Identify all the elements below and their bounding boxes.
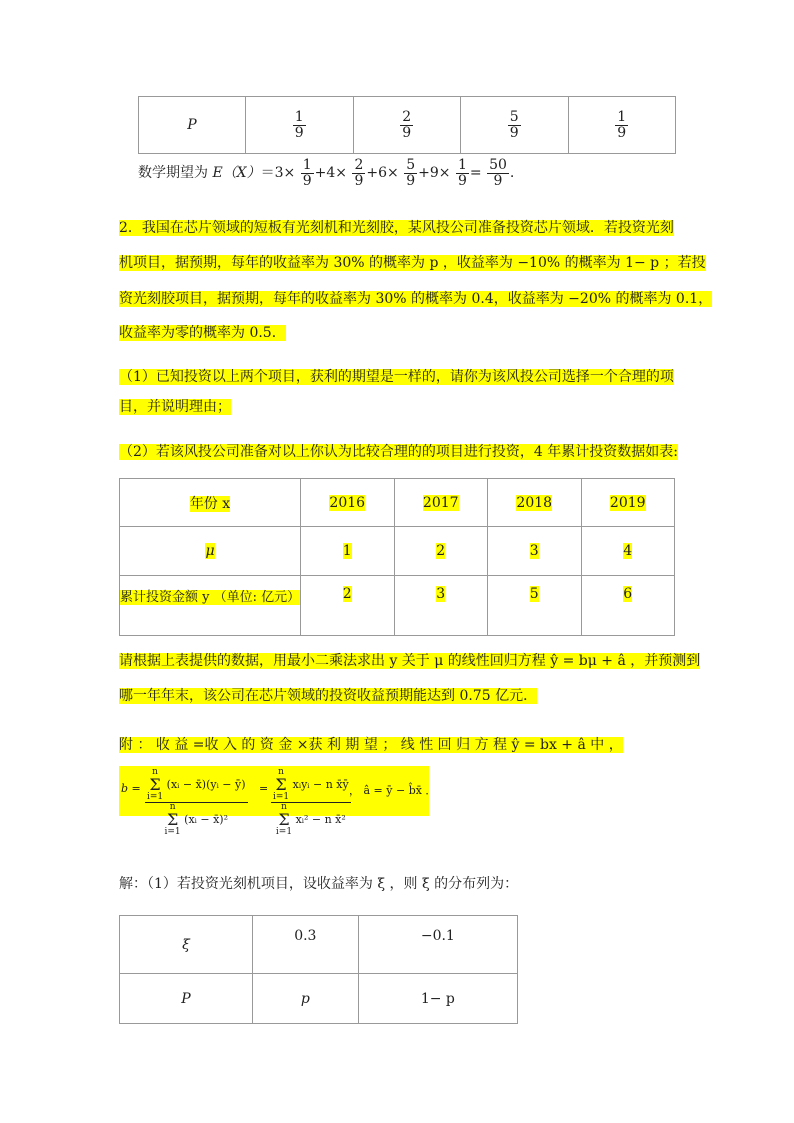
distribution-table	[119, 915, 518, 1024]
formula-a-hat: ， â = ȳ − b̂x̄ ．	[349, 784, 437, 797]
dist-cell: −0.1	[358, 916, 517, 974]
top-table-cell: $\frac{2}{9}$	[353, 97, 461, 154]
formula-den2: xᵢ² − n x̄²	[295, 813, 346, 826]
table-cell: 4	[581, 527, 675, 575]
dist-label-xi: ξ	[120, 916, 253, 974]
question1-line2: 目，并说明理由；	[119, 399, 231, 415]
table-header-cell: 2017	[394, 479, 488, 527]
table-row-mu-label: μ	[120, 527, 301, 575]
table-cell: 1	[301, 527, 395, 575]
table-cell: 3	[394, 575, 488, 635]
table-cell: 5	[488, 575, 582, 635]
question2-line: （2）若该风投公司准备对以上你认为比较合理的的项目进行投资，4 年累计投资数据如表:	[119, 444, 678, 460]
solution-line: 解：（1）若投资光刻机项目，设收益率为 ξ ，则 ξ 的分布列为：	[119, 876, 519, 892]
table-header-year: 年份 x	[120, 479, 301, 527]
table-cell: 2	[394, 527, 488, 575]
dist-cell: 0.3	[253, 916, 359, 974]
problem2-line1: 2．我国在芯片领域的短板有光刻机和光刻胶，某风投公司准备投资芯片领域．若投资光刻	[119, 220, 674, 236]
request-line1: 请根据上表提供的数据，用最小二乘法求出 y 关于 μ 的线性回归方程 ŷ = bμ + â ，并预测到	[119, 653, 701, 669]
formula-den1: (xᵢ − x̄)²	[184, 813, 228, 826]
top-table-row-label: P	[139, 97, 246, 154]
table-header-cell: 2018	[488, 479, 582, 527]
table-cell: 2	[301, 575, 395, 635]
request-line2: 哪一年年末，该公司在芯片领域的投资收益预期能达到 0.75 亿元．	[119, 688, 538, 704]
table-cell: 6	[581, 575, 675, 635]
problem2-line4: 收益率为零的概率为 0.5．	[119, 325, 286, 341]
appendix-line: 附 ： 收 益 =收 入 的 资 金 ×获 利 期 望 ； 线 性 回 归 方 程 ŷ = bx + â 中 ，	[119, 737, 623, 753]
dist-cell: p	[253, 974, 359, 1024]
table-header-cell: 2019	[581, 479, 675, 527]
regression-formula: b = n Σ i=1 (xᵢ − x̄)(yᵢ − ȳ) n Σ i=1 (xᵢ − x̄)² = n Σ i=1 xᵢyᵢ − n x̄ȳ n Σ i=1 xᵢ² − n x̄² ， â = ȳ − b̂x̄ ．	[121, 767, 437, 837]
top-table-cell: $\frac{5}{9}$	[461, 97, 569, 154]
table-header-cell: 2016	[301, 479, 395, 527]
formula-num2: xᵢyᵢ − n x̄ȳ	[292, 778, 349, 791]
investment-data-table	[119, 478, 675, 636]
table-cell: 3	[488, 527, 582, 575]
top-probability-table	[138, 96, 676, 154]
expectation-line: 数学期望为 E（X）＝3× $\frac{1}{9}$ +4× $\frac{2}{9}$ +6× $\frac{5}{9}$ +9× $\frac{1}{9}$ = $\frac{50}{9}$ .	[138, 157, 515, 189]
formula-num1: (xᵢ − x̄)(yᵢ − ȳ)	[166, 778, 246, 791]
top-table-cell: $\frac{1}{9}$	[246, 97, 354, 154]
top-table-cell: $\frac{1}{9}$	[568, 97, 676, 154]
problem2-line2: 机项目，据预期，每年的收益率为 30% 的概率为 p ，收益率为 −10% 的概率为 1− p ；若投	[119, 255, 706, 271]
table-row-y-label: 累计投资金额 y （单位: 亿元）	[120, 575, 301, 635]
formula-b-label: b =	[121, 782, 141, 795]
problem2-line3: 资光刻胶项目，据预期，每年的收益率为 30% 的概率为 0.4，收益率为 −20% 的概率为 0.1，	[119, 291, 713, 307]
dist-label-p: P	[120, 974, 253, 1024]
dist-cell: 1− p	[358, 974, 517, 1024]
question1-line1: （1）已知投资以上两个项目，获利的期望是一样的，请你为该风投公司选择一个合理的项	[119, 369, 674, 385]
